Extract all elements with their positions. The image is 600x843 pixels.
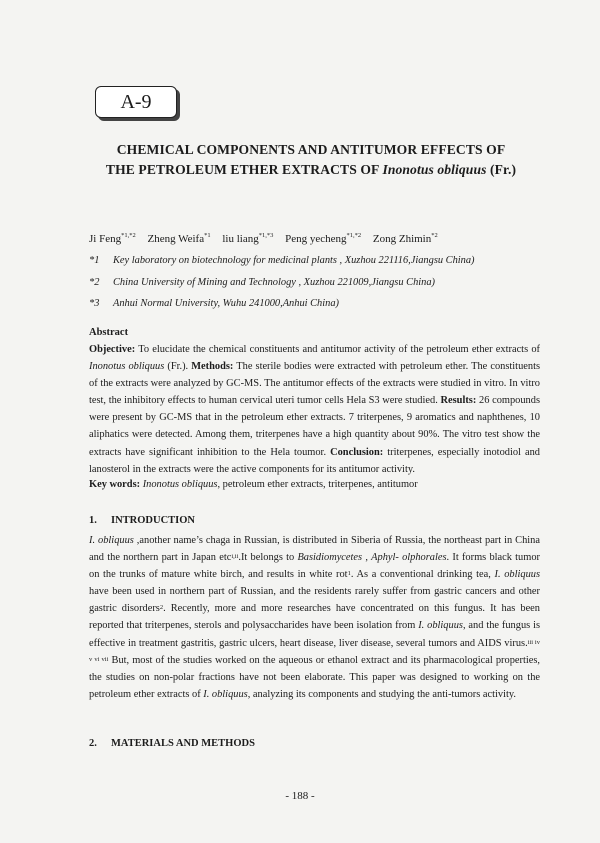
species-name: I. obliquus bbox=[89, 535, 134, 546]
section-title: INTRODUCTION bbox=[111, 515, 196, 526]
intro-text: , and the fungus is effective in treatment gastritis, gastric ulcers, heart disease, liver disease, several tumors and AIDS virus. bbox=[89, 620, 541, 649]
section-badge: A-9 bbox=[95, 86, 177, 118]
intro-text: ,another name’s chaga in Russian, is distributed in Siberia of Russia, the northeast part in China and the northern part in Japan etc bbox=[89, 535, 540, 564]
objective-suffix: (Fr.). bbox=[164, 361, 192, 373]
paper-title bbox=[82, 140, 540, 180]
intro-text: have been used in northern part of Russian, and the residents rarely suffer from gastric cancers and other gastric disorders bbox=[89, 586, 540, 615]
species-name: I. obliquus bbox=[203, 688, 248, 700]
citation-mark: i,ii bbox=[231, 553, 239, 561]
author-affiliation-mark: *1,*3 bbox=[258, 232, 274, 239]
author bbox=[373, 233, 438, 245]
keywords bbox=[89, 479, 418, 490]
author bbox=[89, 233, 136, 245]
objective-species: Inonotus obliquus bbox=[89, 361, 165, 373]
affiliation bbox=[89, 298, 339, 309]
affiliation bbox=[89, 255, 475, 266]
results-text: 26 compounds were present by GC-MS that in the petroleum ether extracts. 7 triterpenes, 9 aromatics and naphthenes, 10 aliphatics were detected. Among them, triterpenes have a high quantity about 90%. The vitro test show the extracts have significant inhibition to the Hela toumor. bbox=[89, 395, 540, 458]
affiliation bbox=[89, 277, 435, 288]
author-name: Zong Zhimin bbox=[372, 233, 432, 245]
conclusion-text: triterpenes, especially inotodiol and lanosterol in the extracts were the active components for its antitumor activity. bbox=[89, 446, 540, 475]
introduction-body bbox=[89, 532, 540, 703]
author-name: Zheng Weifa bbox=[147, 233, 205, 245]
section-number: 1. bbox=[89, 515, 97, 526]
objective-text: To elucidate the chemical constituents and antitumor activity of the petroleum ether extracts of bbox=[135, 344, 540, 355]
affiliation-text: Anhui Normal University, Wuhu 241000,Anhui China) bbox=[113, 298, 339, 309]
citation-mark: 1 bbox=[347, 570, 351, 578]
objective-label: Objective: bbox=[89, 344, 136, 355]
title-species: Inonotus obliquus bbox=[382, 162, 487, 177]
species-name: I. obliquus bbox=[418, 620, 463, 632]
author bbox=[147, 233, 210, 245]
keywords-species: Inonotus obliquus bbox=[142, 479, 218, 490]
author-affiliation-mark: *2 bbox=[431, 232, 438, 239]
author-name: Ji Feng bbox=[89, 233, 122, 245]
intro-text: . As a conventional drinking tea, bbox=[350, 569, 495, 581]
methods-text: The sterile bodies were extracted with petroleum ether. The constituents of the extracts were analyzed by GC-MS. The antitumor effects of the extracts were studied in vitro. In vitro test, the inhibitory effects to human cervical uteri tumor cells Hela S3 were studied. bbox=[89, 361, 541, 407]
abstract-heading: Abstract bbox=[89, 327, 129, 338]
methods-label: Methods: bbox=[191, 361, 234, 373]
author-list bbox=[89, 233, 447, 245]
section-heading-methods bbox=[89, 738, 255, 749]
intro-text: . It forms black tumor on the trunks of mature white birch, and results in white rot bbox=[89, 552, 540, 581]
intro-text: But, most of the studies worked on the aqueous or ethanol extract and its pharmacological properties, the studies on non-polar fractions have not been elaborate. This paper was designed to working on the petroleum ether extracts of bbox=[89, 654, 540, 700]
species-name: I. obliquus bbox=[494, 569, 541, 581]
affiliation-text: Key laboratory on biotechnology for medicinal plants , Xuzhou 221116,Jiangsu China) bbox=[113, 255, 475, 266]
author-affiliation-mark: *1,*2 bbox=[121, 232, 136, 239]
author bbox=[222, 233, 273, 245]
keywords-label: Key words: bbox=[89, 479, 141, 490]
author-name: Peng yecheng bbox=[285, 233, 347, 245]
author-affiliation-mark: *1,*2 bbox=[346, 232, 362, 239]
title-line-1: CHEMICAL COMPONENTS AND ANTITUMOR EFFECTS OF bbox=[116, 142, 506, 157]
affiliation-mark: *3 bbox=[89, 298, 100, 309]
intro-text: . Recently, more and more researches have concentrated on this fungus. It has been reported that triterpenes, sterols and polysaccharides have been isolation from bbox=[89, 603, 540, 632]
citation-mark: iii iv v vi vii bbox=[89, 638, 540, 663]
section-number: 2. bbox=[89, 738, 97, 749]
author-name: liu liang bbox=[222, 233, 259, 245]
results-label: Results: bbox=[440, 395, 477, 407]
intro-text: , bbox=[362, 552, 372, 564]
intro-text: .It belongs to bbox=[238, 552, 298, 564]
title-suffix: (Fr.) bbox=[486, 162, 517, 177]
affiliation-mark: *2 bbox=[89, 277, 100, 288]
author bbox=[285, 233, 361, 245]
page-number: - 188 - bbox=[285, 790, 315, 802]
author-affiliation-mark: *1 bbox=[204, 232, 211, 239]
title-text: THE PETROLEUM ETHER EXTRACTS OF bbox=[105, 162, 383, 177]
citation-mark: 2 bbox=[159, 604, 164, 612]
affiliation-mark: *1 bbox=[89, 255, 100, 266]
keywords-text: , petroleum ether extracts, triterpenes, antitumor bbox=[217, 479, 418, 490]
conclusion-label: Conclusion: bbox=[330, 446, 384, 458]
intro-text: , analyzing its components and studying the anti-tumors activity. bbox=[247, 688, 516, 700]
section-title: MATERIALS AND METHODS bbox=[111, 738, 255, 749]
affiliation-text: China University of Mining and Technology , Xuzhou 221009,Jiangsu China) bbox=[113, 277, 435, 288]
title-line-2 bbox=[82, 160, 540, 180]
section-heading-introduction bbox=[89, 515, 195, 526]
taxon-name: Aphyl- olphorales bbox=[371, 552, 447, 564]
taxon-name: Basidiomycetes bbox=[297, 552, 363, 564]
abstract-body bbox=[89, 341, 540, 478]
